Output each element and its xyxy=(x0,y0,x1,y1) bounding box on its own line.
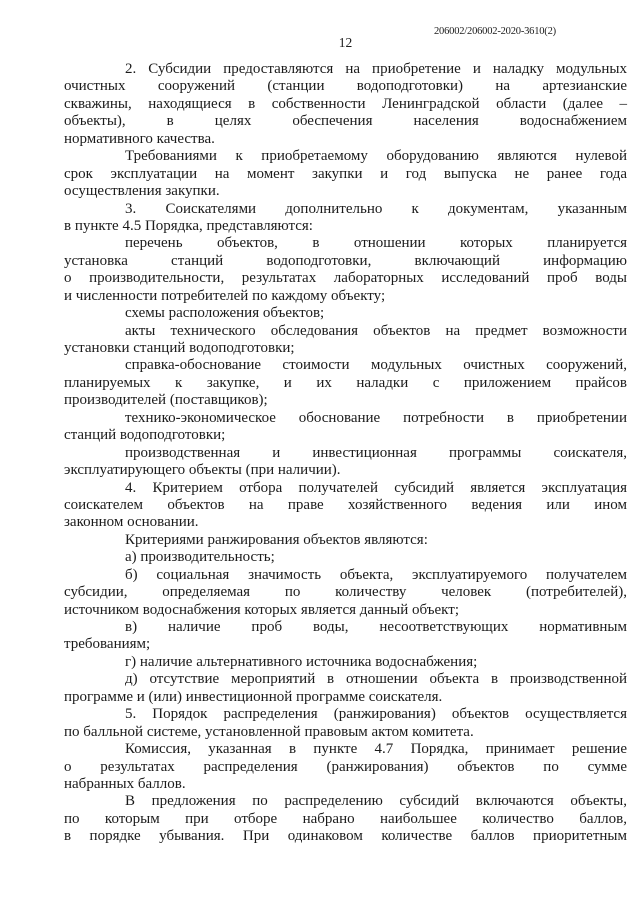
text-line: Критериями ранжирования объектов являются: xyxy=(125,531,428,548)
text-line: технико-экономическое обоснование потребности в приобретении xyxy=(125,409,627,426)
text-line: планируемых к закупке, и их наладки с приложением прайсов xyxy=(64,374,627,391)
text-line: объекты), в целях обеспечения населения водоснабжением xyxy=(64,113,627,130)
text-line: соискателем объектов на праве хозяйственного ведения или ином xyxy=(64,496,627,513)
text-line: д) отсутствие мероприятий в отношении объекта в производственной xyxy=(125,671,627,688)
paragraph xyxy=(64,201,627,236)
paragraph xyxy=(64,549,627,566)
paragraph xyxy=(64,532,627,549)
text-line: г) наличие альтернативного источника водоснабжения; xyxy=(125,653,478,670)
text-line: срок эксплуатации на момент закупки и год выпуска не ранее года xyxy=(64,165,627,182)
paragraph xyxy=(64,235,627,305)
text-line: в) наличие проб воды, несоответствующих нормативным xyxy=(125,619,627,635)
text-line: очистных сооружений (станции водоподготовки) на артезианские xyxy=(64,78,627,95)
text-line: о результатах распределения (ранжирования) объектов по сумме xyxy=(64,758,627,775)
text-line: в порядке убывания. При одинаковом количестве баллов приоритетным xyxy=(64,828,627,845)
text-line: Требованиями к приобретаемому оборудованию являются нулевой xyxy=(125,148,627,165)
text-line: нормативного качества. xyxy=(64,130,215,147)
text-line: программе и (или) инвестиционной программе соискателя. xyxy=(64,688,443,705)
text-line: законном основании. xyxy=(64,514,199,531)
text-line: станций водоподготовки; xyxy=(64,427,226,444)
paragraph xyxy=(64,323,627,358)
text-line: 4. Критерием отбора получателей субсидий является эксплуатация xyxy=(125,479,627,496)
text-line: источником водоснабжения которых является данный объект; xyxy=(64,601,459,618)
text-line: Комиссия, указанная в пункте 4.7 Порядка, принимает решение xyxy=(125,741,627,758)
paragraph xyxy=(64,445,627,480)
text-line: б) социальная значимость объекта, эксплуатируемого получателем xyxy=(125,566,627,583)
paragraph xyxy=(64,305,627,322)
paragraph xyxy=(64,741,627,793)
paragraph xyxy=(64,357,627,409)
text-line: 3. Соискателями дополнительно к документам, указанным xyxy=(125,200,627,217)
text-line: производителей (поставщиков); xyxy=(64,392,268,409)
paragraph xyxy=(64,480,627,532)
text-line: осуществления закупки. xyxy=(64,183,220,200)
paragraph xyxy=(64,619,627,654)
paragraph xyxy=(64,61,627,148)
text-line: эксплуатирующего объекты (при наличии). xyxy=(64,462,341,479)
text-line: по балльной системе, установленной правовым актом комитета. xyxy=(64,723,474,740)
text-line: акты технического обследования объектов на предмет возможности xyxy=(125,322,627,339)
page-number: 12 xyxy=(338,35,353,50)
text-line: установка станций водоподготовки, включающий информацию xyxy=(64,252,627,269)
text-line: схемы расположения объектов; xyxy=(125,305,325,322)
text-line: требованиям; xyxy=(64,636,151,653)
paragraph xyxy=(64,706,627,741)
text-line: В предложения по распределению субсидий включаются объекты, xyxy=(125,793,627,810)
text-line: по которым при отборе набрано наибольшее количество баллов, xyxy=(64,810,627,827)
paragraph xyxy=(64,671,627,706)
text-line: в пункте 4.5 Порядка, представляются: xyxy=(64,217,313,234)
document-number: 206002/206002-2020-3610(2) xyxy=(434,26,556,37)
paragraph xyxy=(64,793,627,845)
paragraph xyxy=(64,567,627,619)
text-line: скважины, находящиеся в собственности Ленинградской области (далее – xyxy=(64,95,627,112)
document-body xyxy=(64,61,627,846)
text-line: и численности потребителей по каждому объекту; xyxy=(64,287,386,304)
paragraph xyxy=(64,410,627,445)
text-line: 5. Порядок распределения (ранжирования) объектов осуществляется xyxy=(125,706,627,723)
text-line: о производительности, результатах лабораторных исследований проб воды xyxy=(64,270,627,287)
text-line: а) производительность; xyxy=(125,549,275,566)
text-line: справка-обоснование стоимости модульных очистных сооружений, xyxy=(125,357,627,374)
text-line: перечень объектов, в отношении которых планируется xyxy=(125,235,627,252)
text-line: 2. Субсидии предоставляются на приобретение и наладку модульных xyxy=(125,61,627,77)
text-line: установки станций водоподготовки; xyxy=(64,340,295,356)
paragraph xyxy=(64,148,627,200)
paragraph xyxy=(64,654,627,671)
text-line: набранных баллов. xyxy=(64,775,186,792)
text-line: субсидии, определяемая по количеству человек (потребителей), xyxy=(64,584,627,601)
text-line: производственная и инвестиционная программы соискателя, xyxy=(125,444,627,461)
